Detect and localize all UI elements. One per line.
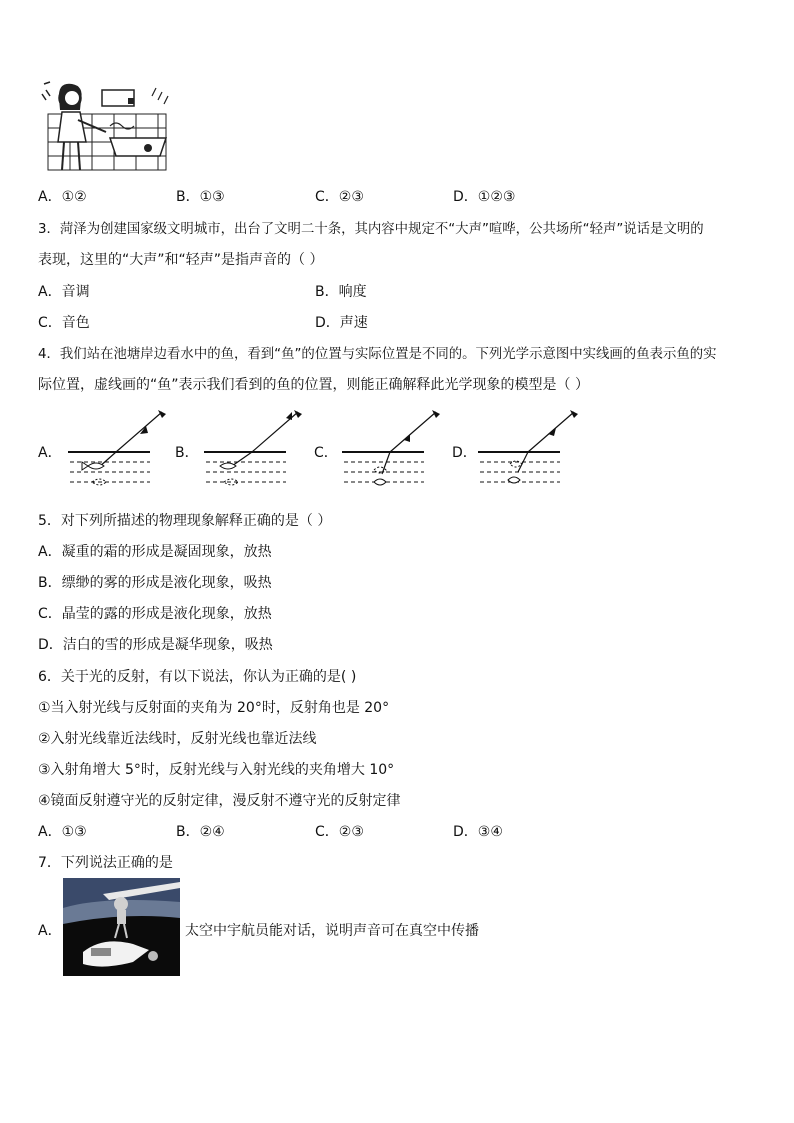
q6-option-d[interactable]: D．③④ [453,824,503,840]
q3-stem-line2: 表现，这里的“大声”和“轻声”是指声音的（ ） [38,252,324,268]
q4-diagram-a [66,408,176,494]
q5-stem: 5．对下列所描述的物理现象解释正确的是（ ） [38,513,332,529]
girl-washing-illustration [40,76,170,176]
q2-option-c[interactable]: C．②③ [315,189,364,205]
q4-diagram-b [202,408,312,494]
q3-stem-line1: 3．菏泽为创建国家级文明城市，出台了文明二十条，其内容中规定不“大声”喧哗，公共场所“轻声”说话是文明的 [38,222,704,237]
q6-stem: 6．关于光的反射，有以下说法，你认为正确的是( ) [38,669,357,685]
q6-statement-3: ③入射角增大 5°时，反射光线与入射光线的夹角增大 10° [38,762,395,778]
q6-statement-1: ①当入射光线与反射面的夹角为 20°时，反射角也是 20° [38,700,390,716]
q4-stem-line2: 际位置，虚线画的“鱼”表示我们看到的鱼的位置，则能正确解释此光学现象的模型是（ ） [38,377,589,393]
q6-statement-4: ④镜面反射遵守光的反射定律，漫反射不遵守光的反射定律 [38,793,401,809]
q4-option-d[interactable]: D． [452,445,477,461]
q2-option-d[interactable]: D．①②③ [453,189,516,205]
q4-diagram-d [476,408,586,494]
q7-stem: 7．下列说法正确的是 [38,855,173,871]
q3-option-a[interactable]: A．音调 [38,284,90,300]
q6-option-c[interactable]: C．②③ [315,824,364,840]
q3-option-c[interactable]: C．音色 [38,315,90,331]
q2-option-b[interactable]: B．①③ [176,189,225,205]
q4-diagram-c [340,408,450,494]
q4-stem-line1: 4．我们站在池塘岸边看水中的鱼，看到“鱼”的位置与实际位置是不同的。下列光学示意图中实线画的鱼表示鱼的实 [38,347,717,362]
q5-option-c[interactable]: C．晶莹的露的形成是液化现象，放热 [38,606,272,622]
astronaut-space-photo [63,878,180,976]
q5-option-d[interactable]: D．洁白的雪的形成是凝华现象，吸热 [38,637,273,653]
q4-option-b[interactable]: B． [175,445,199,461]
q7-option-a-text: 太空中宇航员能对话，说明声音可在真空中传播 [185,923,479,939]
q5-option-a[interactable]: A．凝重的霜的形成是凝固现象，放热 [38,544,272,560]
q4-option-c[interactable]: C． [314,445,338,461]
q6-option-b[interactable]: B．②④ [176,824,225,840]
q6-statement-2: ②入射光线靠近法线时，反射光线也靠近法线 [38,731,317,747]
q6-option-a[interactable]: A．①③ [38,824,87,840]
q3-option-b[interactable]: B．响度 [315,284,367,300]
q2-option-a[interactable]: A．①② [38,189,87,205]
q5-option-b[interactable]: B．缥缈的雾的形成是液化现象，吸热 [38,575,272,591]
q7-option-a-label[interactable]: A． [38,923,62,939]
q3-option-d[interactable]: D．声速 [315,315,368,331]
q4-option-a[interactable]: A． [38,445,62,461]
